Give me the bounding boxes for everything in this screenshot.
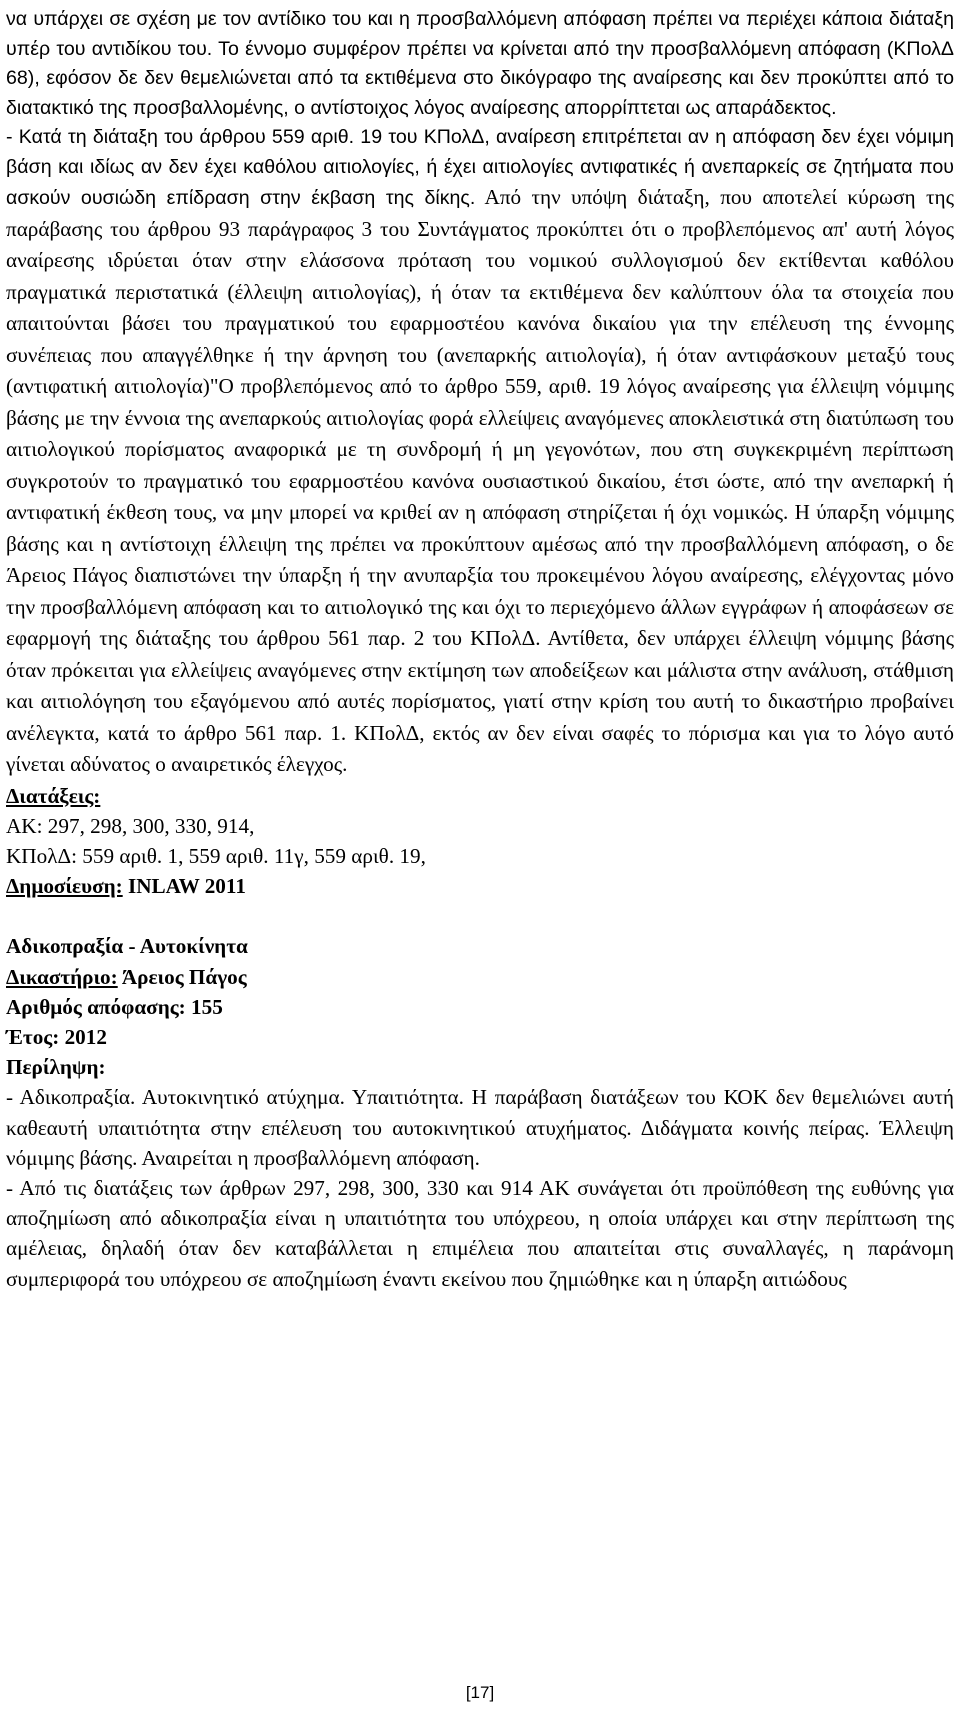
year-label: Έτος:: [6, 1024, 60, 1049]
year-value: 2012: [59, 1024, 107, 1049]
article-559-body: 19 του ΚΠολΔ, αναίρεση επιτρέπεται αν η απόφαση δεν έχει νόμιμη βάση και ιδίως αν δεν έχει καθόλου αιτιολογίες, ή έχει αιτιολογίες αντιφατικές ή ανεπαρκείς σε ζητήματα που ασκούν ουσιώδη επίδραση στην έκβαση της δίκης.: [6, 126, 955, 209]
publication-value: INLAW 2011: [122, 874, 246, 899]
summary-paragraph-1: - Αδικοπραξία. Αυτοκινητικό ατύχημα. Υπαιτιότητα. Η παράβαση διατάξεων του ΚΟΚ δεν θεμελιώνει αυτή καθεαυτή υπαιτιότητα στην επέλευση του αυτοκινητικού ατυχήματος. Διδάγματα κοινής πείρας. Έλλειψη νόμιμης βάσης. Αναιρείται η προσβαλλόμενη απόφαση.: [6, 1085, 954, 1170]
provisions-label: Διατάξεις:: [6, 783, 101, 808]
decision-number-line: [6, 992, 954, 1022]
legal-reasoning-text: Από την υπόψη διάταξη, που αποτελεί κύρωση της παράβασης του άρθρου 93 παράγραφος 3 του Συντάγματος προκύπτει ότι ο προβλεπόμενος απ' αυτή λόγος αναίρεσης ιδρύεται όταν στην ελάσσονα πρόταση του νομικού συλλογισμού δεν εκτίθενται καθόλου πραγματικά περιστατικά (έλλειψη αιτιολογίας), ή όταν τα εκτιθέμενα δεν καλύπτουν όλα τα στοιχεία που απαιτούνται βάσει του πραγματικού του εφαρμοστέου κανόνα δικαίου για την επέλευση της έννομης συνέπειας που απαγγέλθηκε ή την άρνηση του (ανεπαρκής αιτιολογία), ή όταν αντιφάσκουν μεταξύ τους (αντιφατική αιτιολογία)"Ο προβλεπόμενος από το άρθρο 559, αριθ. 19 λόγος αναίρεσης για έλλειψη νόμιμης βάσης με την έννοια της ανεπαρκούς αιτιολογίας φορά ελλείψεις αναγόμενες αποκλειστικά στη διατύπωση του αιτιολογικού πορίσματος αναφορικά με τη συνδρομή ή μη γεγονότων, που στη συγκεκριμένη περίπτωση συγκροτούν το πραγματικό του εφαρμοστέου κανόνα ουσιαστικού δικαίου, έτσι ώστε, από την ανεπαρκή ή αντιφατική έκθεση τους, να μην μπορεί να κριθεί αν η απόφαση στηρίζεται ή όχι νομικώς. Η ύπαρξη νόμιμης βάσης και η αντίστοιχη έλλειψη της πρέπει να προκύπτουν αμέσως από την προσβαλλόμενη απόφαση, ο δε Άρειος Πάγος διαπιστώνει την ύπαρξη ή την ανυπαρξία του προκειμένου λόγου αναίρεσης, ελέγχοντας μόνο την προσβαλλόμενη απόφαση και το αιτιολογικό της και όχι το περιεχόμενο άλλων εγγράφων ή αποφάσεων σε εφαρμογή της διάταξης του άρθρου 561 παρ. 2 του ΚΠολΔ. Αντίθετα, δεν υπάρχει έλλειψη νόμιμης βάσης όταν πρόκειται για ελλείψεις αναγόμενες στην εκτίμηση των αποδείξεων και μάλιστα στην ανάλυση, στάθμιση και αιτιολόγηση του εξαγόμενου από αυτές πορίσματος, γιατί στην κρίση του αυτή το δικαστήριο προβαίνει ανέλεγκτα, κατά το άρθρο 561 παρ. 1. ΚΠολΔ, εκτός αν δεν είναι σαφές το πόρισμα και για το λόγο αυτό γίνεται αδύνατος ο αναιρετικός έλεγχος.: [6, 185, 954, 776]
article-559-lead: - Κατά τη διάταξη του άρθρου 559 αριθ.: [6, 126, 355, 148]
page-number: [17]: [465, 1683, 495, 1702]
intro-paragraph: να υπάρχει σε σχέση με τον αντίδικο του και η προσβαλλόμενη απόφαση πρέπει να περιέχει κάποια διάταξη υπέρ του αντιδίκου του. Το έννομο συμφέρον πρέπει να κρίνεται από την προσβαλλόμενη απόφαση (ΚΠολΔ 68), εφόσον δε δεν θεμελιώνεται από τα εκτιθέμενα στο δικόγραφο της αναίρεσης και δεν προκύπτει από το διατακτικό της προσβαλλομένης, ο αντίστοιχος λόγος αναίρεσης απορρίπτεται ως απαράδεκτος.: [6, 8, 954, 119]
summary-paragraph-2: - Από τις διατάξεις των άρθρων 297, 298, 300, 330 και 914 ΑΚ συνάγεται ότι προϋπόθεση της ευθύνης για αποζημίωση από αδικοπραξία είναι η υπαιτιότητα του υπόχρεου, η οποία υπάρχει και στην περίπτωση της αμέλειας, δηλαδή όταν δεν καταβάλλεται η επιμέλεια που απαιτείται στις συναλλαγές, η παράνομη συμπεριφορά του υπόχρεου σε αποζημίωση έναντι εκείνου που ζημιώθηκε και η ύπαρξη αιτιώδους: [6, 1175, 954, 1291]
provisions-line-ak: ΑΚ: 297, 298, 300, 330, 914,: [6, 813, 255, 838]
provisions-line-kpold: ΚΠολΔ: 559 αριθ. 1, 559 αριθ. 11γ, 559 αριθ. 19,: [6, 843, 426, 868]
case-title: Αδικοπραξία - Αυτοκίνητα: [6, 934, 248, 959]
publication-label: Δημοσίευση:: [6, 874, 123, 899]
section-spacer: [6, 901, 954, 931]
decision-number-value: 155: [185, 994, 223, 1019]
publication-line: [6, 871, 954, 901]
court-value: Άρειος Πάγος: [117, 964, 247, 989]
article-559-paragraph: [6, 123, 954, 781]
court-label: Δικαστήριο:: [6, 964, 118, 989]
decision-number-label: Αριθμός απόφασης:: [6, 994, 186, 1019]
year-line: [6, 1022, 954, 1052]
court-line: [6, 962, 954, 992]
summary-label: Περίληψη:: [6, 1055, 106, 1080]
